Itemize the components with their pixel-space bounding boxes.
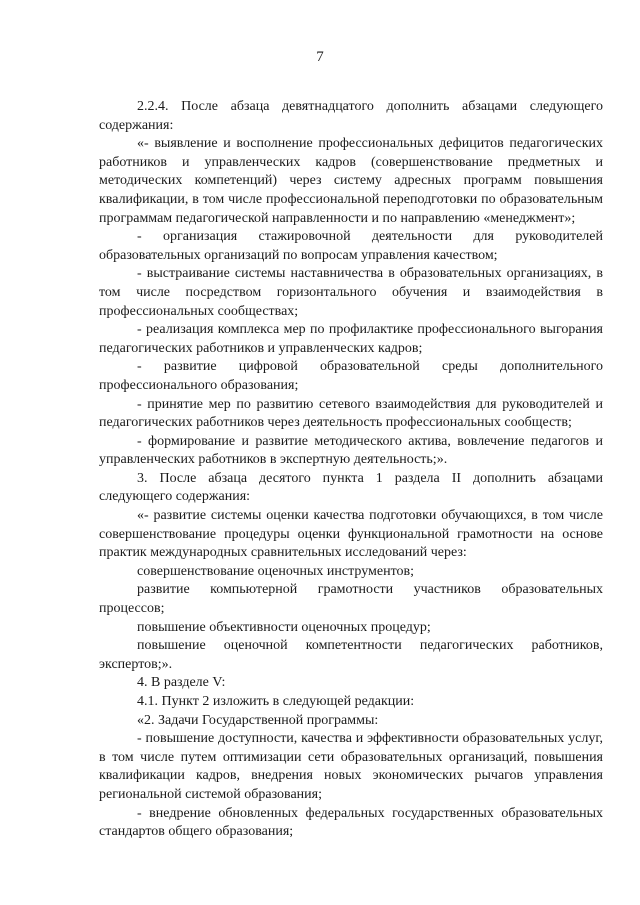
paragraph: повышение объективности оценочных процедур; bbox=[137, 619, 431, 635]
paragraph: совершенствование оценочных инструментов; bbox=[137, 563, 415, 579]
paragraph: - реализация комплекса мер по профилактике профессионального выгорания педагогических работников и управленческих кадров; bbox=[99, 322, 603, 356]
paragraph: - повышение доступности, качества и эффективности образовательных услуг, в том числе путем оптимизации сети образовательных организаций, повышения квалификации кадров, внедрения новых экономических рычагов управления региональной системой образования; bbox=[99, 731, 603, 802]
paragraph: «2. Задачи Государственной программы: bbox=[137, 712, 379, 728]
paragraph: 3. После абзаца десятого пункта 1 раздела II дополнить абзацами следующего содержания: bbox=[99, 470, 603, 505]
document-body bbox=[99, 98, 603, 842]
paragraph: - внедрение обновленных федеральных государственных образовательных стандартов общего образования; bbox=[99, 805, 603, 840]
paragraph: повышение оценочной компетентности педагогических работников, экспертов;». bbox=[99, 638, 603, 672]
paragraph: 2.2.4. После абзаца девятнадцатого дополнить абзацами следующего содержания: bbox=[99, 99, 603, 133]
paragraph: «- развитие системы оценки качества подготовки обучающихся, в том числе совершенствование процедуры оценки функциональной грамотности на основе практик международных сравнительных исследований через: bbox=[99, 508, 603, 561]
paragraph: - принятие мер по развитию сетевого взаимодействия для руководителей и педагогических работников через деятельность профессиональных сообществ; bbox=[99, 396, 603, 431]
paragraph: - развитие цифровой образовательной среды дополнительного профессионального образования; bbox=[99, 359, 603, 393]
paragraph: «- выявление и восполнение профессиональных дефицитов педагогических работников и управленческих кадров (совершенствование предметных и методических компетенций) через систему адресных программ повышения квалификации, в том числе профессиональной переподготовки по образовательным программам педагогической направленности и по направлению «менеджмент»; bbox=[99, 136, 603, 226]
paragraph: развитие компьютерной грамотности участников образовательных процессов; bbox=[99, 582, 603, 617]
paragraph: - формирование и развитие методического актива, вовлечение педагогов и управленческих работников в экспертную деятельность;». bbox=[99, 433, 603, 468]
paragraph: 4.1. Пункт 2 изложить в следующей редакции: bbox=[137, 694, 415, 709]
paragraph: 4. В разделе V: bbox=[137, 675, 226, 691]
paragraph: - выстраивание системы наставничества в образовательных организациях, в том числе посредством горизонтального обучения и взаимодействия в профессиональных сообществах; bbox=[99, 266, 603, 319]
paragraph: - организация стажировочной деятельности для руководителей образовательных организаций по вопросам управления качеством; bbox=[99, 229, 603, 263]
page-number: 7 bbox=[316, 49, 324, 65]
